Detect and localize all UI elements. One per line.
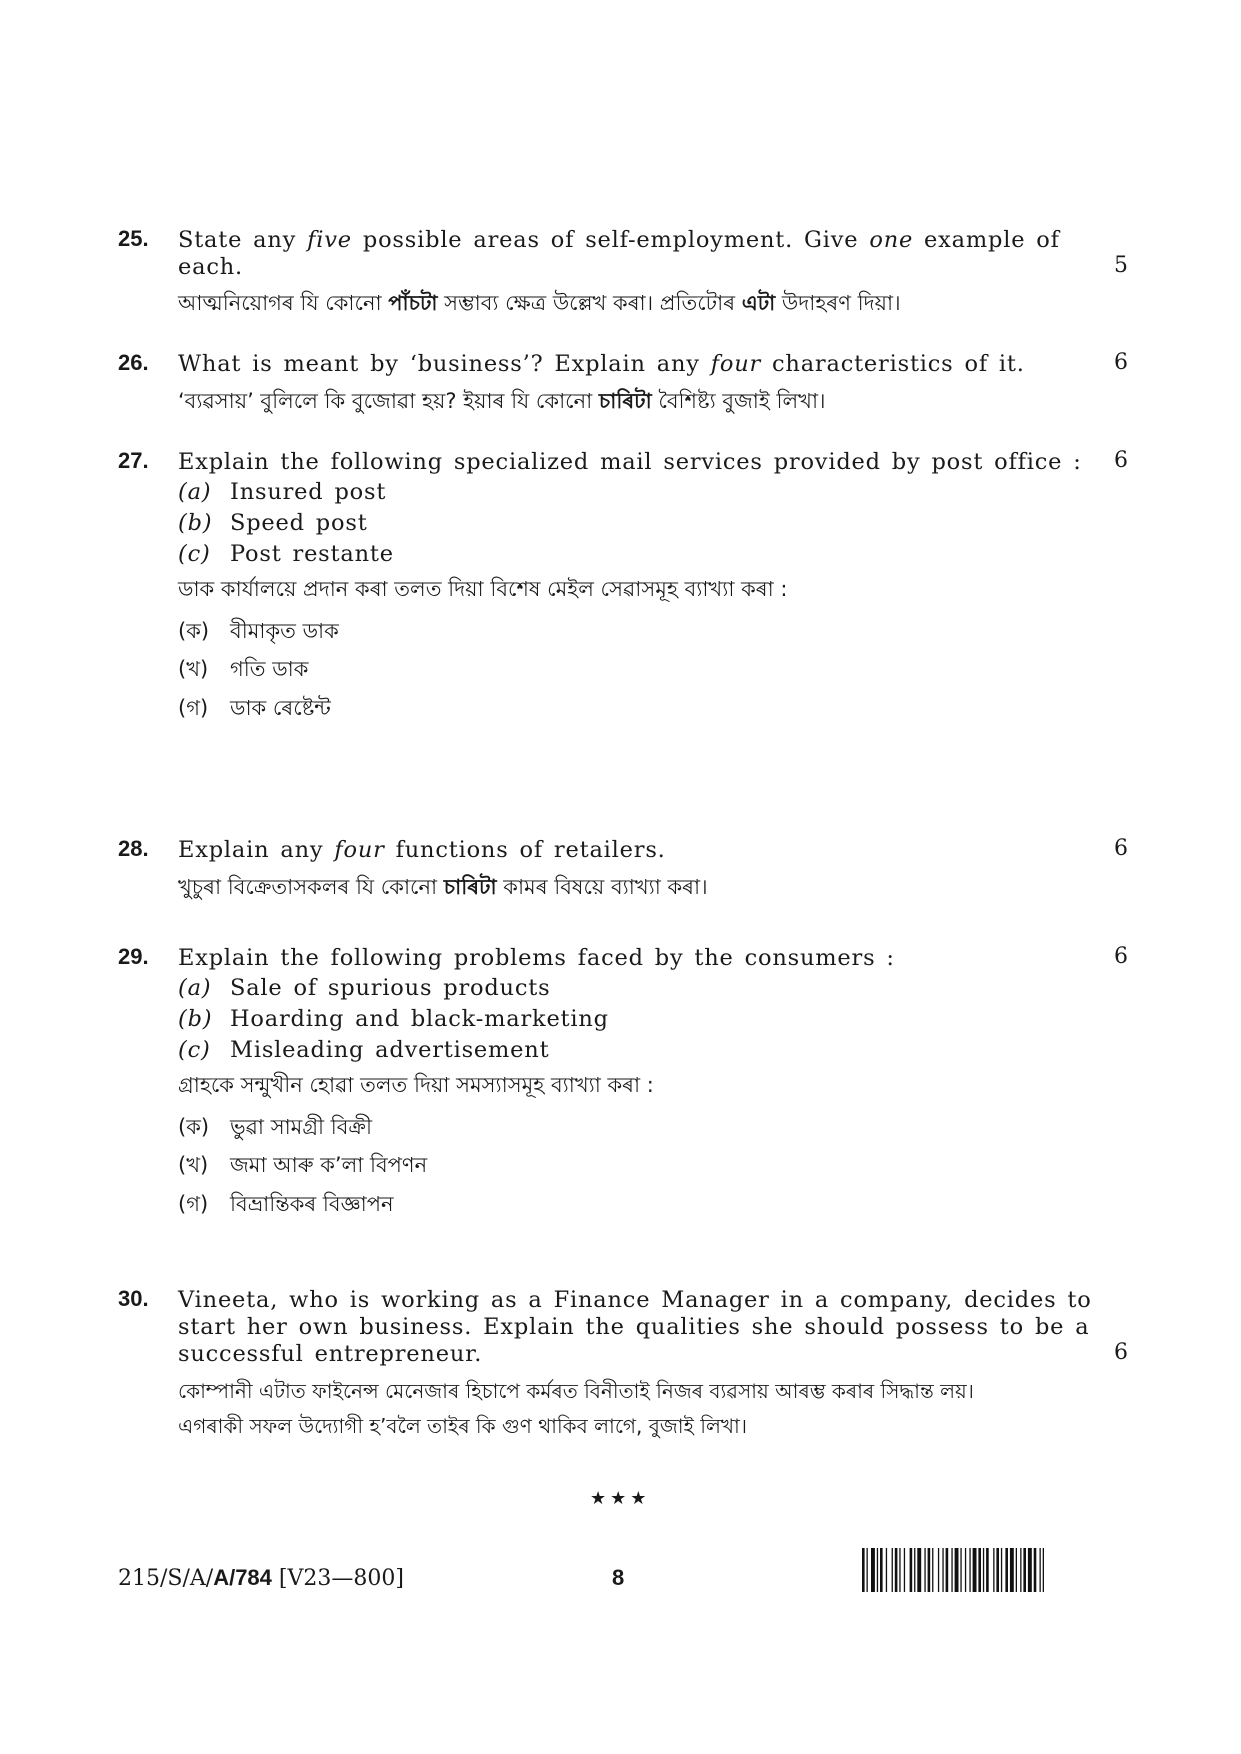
sub-item: (a) Insured post	[178, 479, 387, 505]
question-text-en: Explain any four functions of retailers.	[178, 837, 666, 863]
sub-item: (c) Post restante	[178, 541, 394, 567]
page-number: 8	[612, 1565, 625, 1590]
paper-code: 215/S/A/A/784 [V23—800]	[118, 1565, 404, 1591]
question-number: 26.	[118, 350, 149, 375]
question-text-en-line3: successful entrepreneur.	[178, 1341, 483, 1367]
question-28	[118, 836, 1128, 906]
question-text-as-line2: এগৰাকী সফল উদ্যোগী হ’বলৈ তাইৰ কি গুণ থাকিব লাগে, বুজাই লিখা।	[178, 1414, 748, 1438]
marks: 6	[1114, 350, 1128, 375]
sub-item-as: (ক) বীমাকৃত ডাক	[178, 619, 339, 643]
question-number: 30.	[118, 1286, 149, 1311]
marks: 6	[1114, 944, 1128, 969]
question-text-en: What is meant by ‘business’? Explain any four characteristics of it.	[178, 351, 1025, 377]
question-text-as: আত্মনিয়োগৰ যি কোনো পাঁচটা সম্ভাব্য ক্ষেত্ৰ উল্লেখ কৰা। প্ৰতিটোৰ এটা উদাহৰণ দিয়া।	[178, 291, 901, 315]
question-text-as: ডাক কাৰ্যালয়ে প্ৰদান কৰা তলত দিয়া বিশেষ মেইল সেৱাসমূহ ব্যাখ্যা কৰা :	[178, 577, 788, 601]
sub-item: (a) Sale of spurious products	[178, 975, 551, 1001]
question-26	[118, 350, 1128, 420]
question-text-as-line1: কোম্পানী এটাত ফাইনেন্স মেনেজাৰ হিচাপে কৰ্মৰত বিনীতাই নিজৰ ব্যৱসায় আৰম্ভ কৰাৰ সিদ্ধান্ত লয়।	[178, 1379, 974, 1403]
question-text-as: খুচুৰা বিক্ৰেতাসকলৰ যি কোনো চাৰিটা কামৰ বিষয়ে ব্যাখ্যা কৰা।	[178, 875, 708, 899]
question-text-en: State any five possible areas of self-employment. Give one example of	[178, 227, 1060, 253]
question-text-en-line2: each.	[178, 254, 243, 280]
sub-item-as: (খ) গতি ডাক	[178, 657, 309, 681]
sub-item: (c) Misleading advertisement	[178, 1037, 550, 1063]
question-29	[118, 944, 1128, 1224]
question-text-en: Explain the following problems faced by the consumers :	[178, 945, 895, 971]
sub-item-as: (খ) জমা আৰু ক’লা বিপণন	[178, 1153, 428, 1177]
question-number: 27.	[118, 448, 149, 473]
sub-item-as: (গ) বিভ্ৰান্তিকৰ বিজ্ঞাপন	[178, 1192, 394, 1216]
end-of-paper-stars: ★★★	[590, 1488, 651, 1509]
question-number: 25.	[118, 226, 149, 251]
question-text-en-line2: start her own business. Explain the qualities she should possess to be a	[178, 1314, 1090, 1340]
question-27	[118, 448, 1128, 728]
sub-item: (b) Hoarding and black-marketing	[178, 1006, 609, 1032]
question-text-en-line1: Vineeta, who is working as a Finance Manager in a company, decides to	[178, 1287, 1092, 1313]
sub-item-as: (ক) ভুৱা সামগ্ৰী বিক্ৰী	[178, 1115, 372, 1139]
marks: 6	[1114, 836, 1128, 861]
question-text-as: ‘ব্যৱসায়’ বুলিলে কি বুজোৱা হয়? ইয়াৰ যি কোনো চাৰিটা বৈশিষ্ট্য বুজাই লিখা।	[178, 389, 826, 413]
marks: 6	[1114, 1340, 1128, 1365]
barcode	[862, 1548, 1130, 1592]
question-text-en: Explain the following specialized mail services provided by post office :	[178, 449, 1082, 475]
marks: 6	[1114, 448, 1128, 473]
marks: 5	[1114, 253, 1128, 278]
sub-item-as: (গ) ডাক ৰেষ্টেন্ট	[178, 696, 331, 720]
question-25	[118, 226, 1128, 316]
question-text-as: গ্ৰাহকে সন্মুখীন হোৱা তলত দিয়া সমস্যাসমূহ ব্যাখ্যা কৰা :	[178, 1073, 654, 1097]
question-number: 28.	[118, 836, 149, 861]
sub-item: (b) Speed post	[178, 510, 368, 536]
question-30	[118, 1286, 1128, 1446]
question-number: 29.	[118, 944, 149, 969]
